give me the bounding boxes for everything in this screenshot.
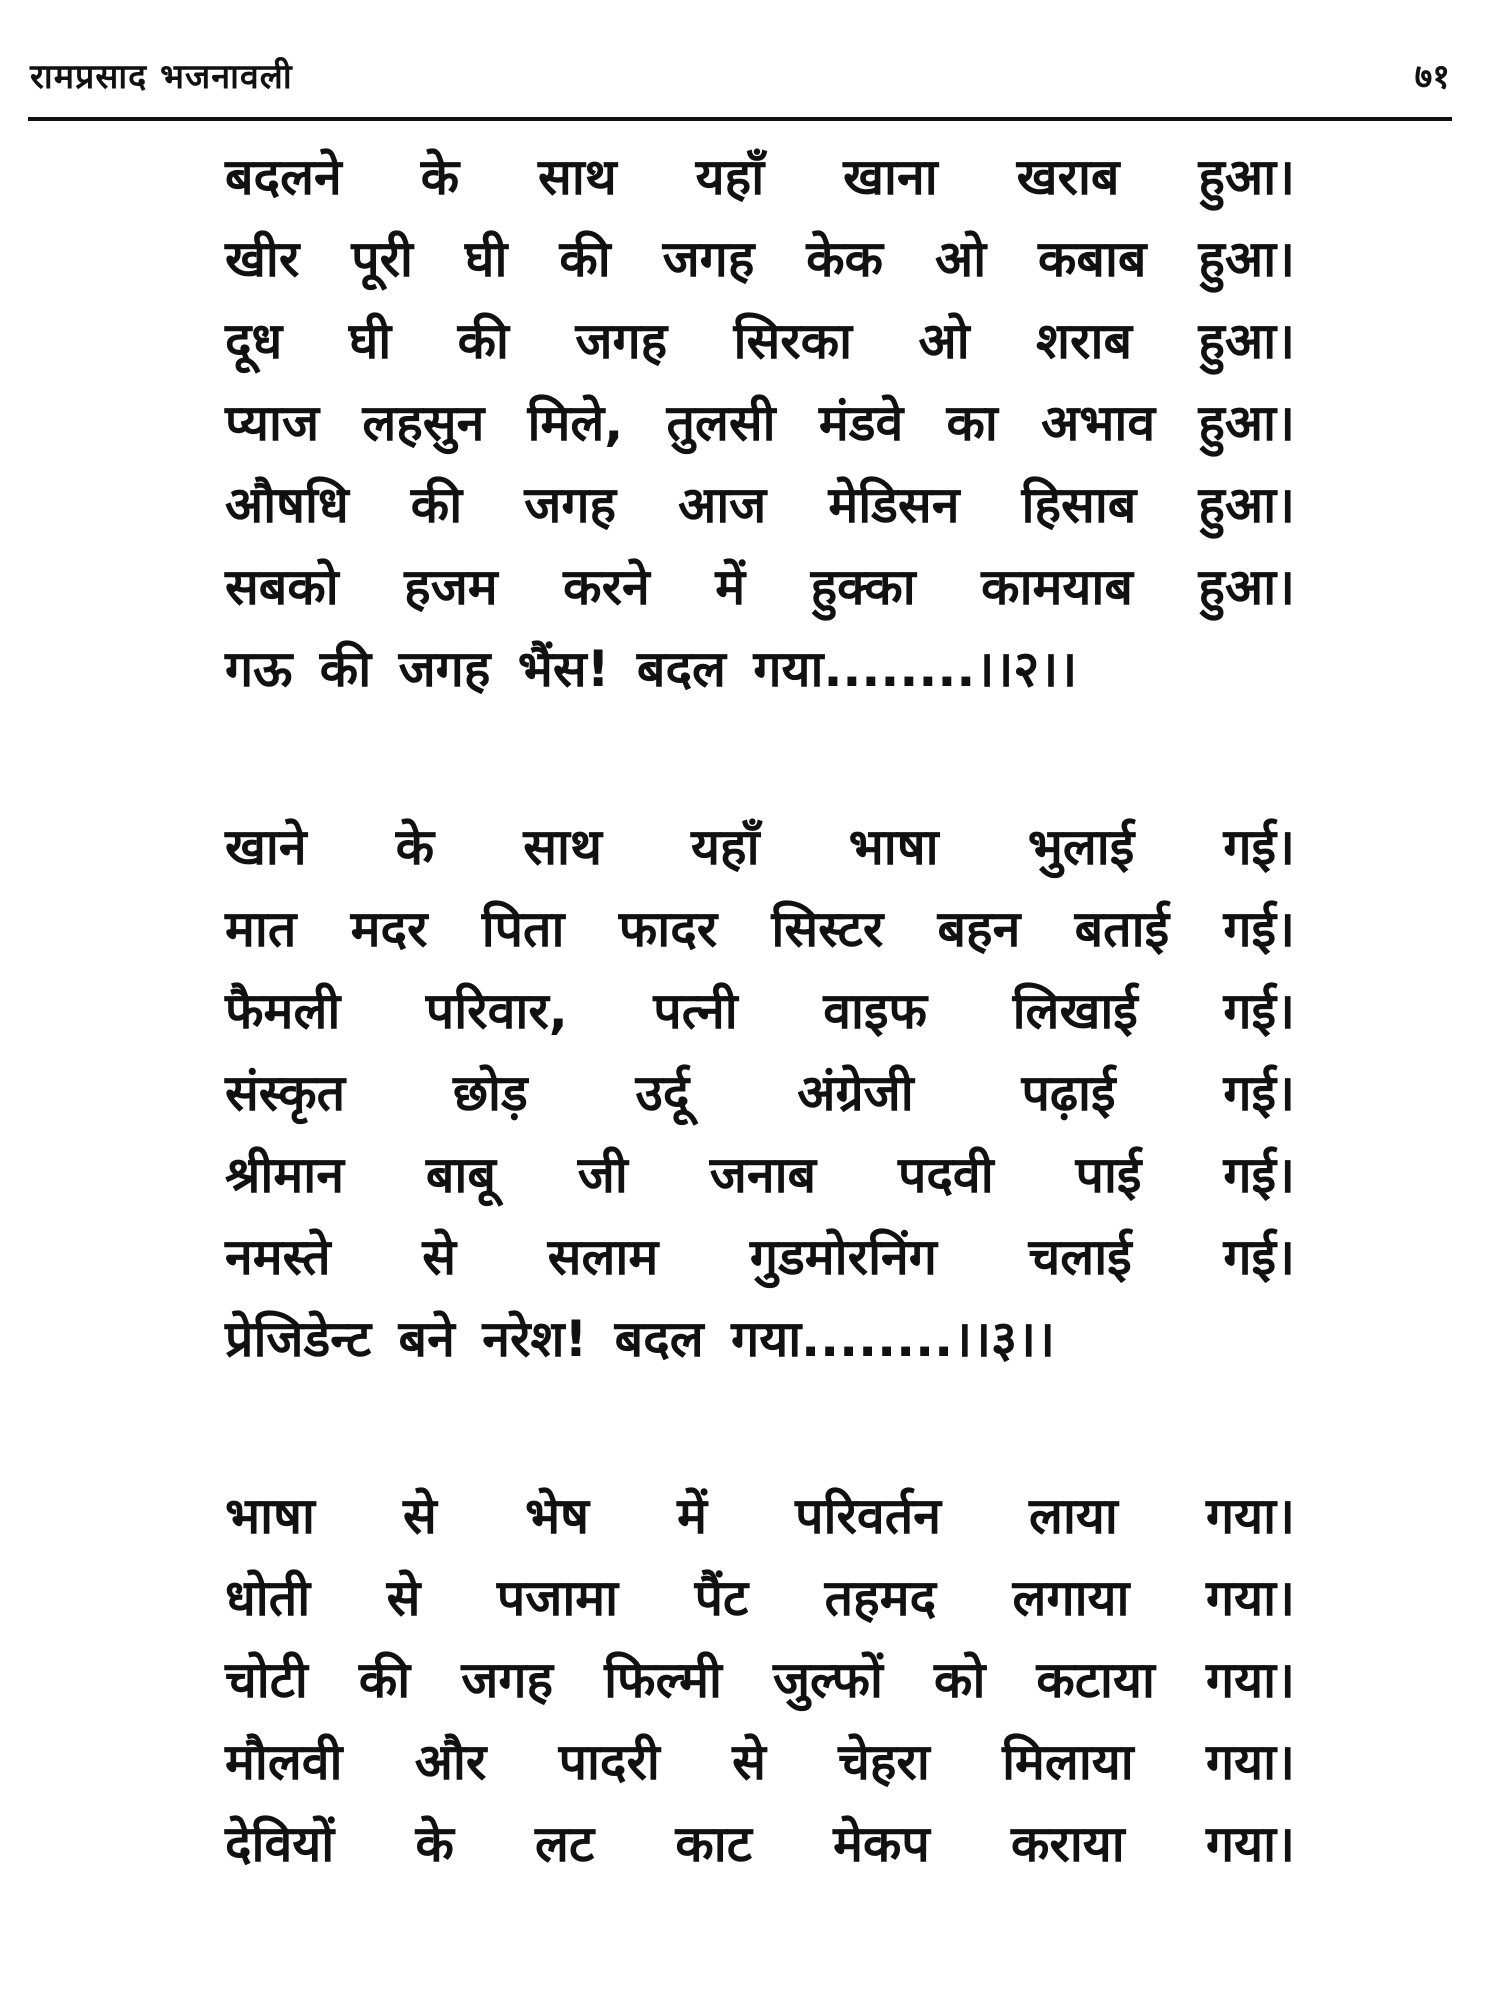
refrain-line: प्रेजिडेन्ट बने नरेश! बदल गया........।।३।। — [225, 1310, 1055, 1368]
verse-line: मात मदर पिता फादर सिस्टर बहन बताई गई। — [225, 900, 1295, 958]
verse-line: संस्कृत छोड़ उर्दू अंग्रेजी पढ़ाई गई। — [225, 1064, 1295, 1122]
running-title: रामप्रसाद भजनावली — [30, 57, 293, 97]
refrain-line: गऊ की जगह भैंस! बदल गया........।।२।। — [225, 640, 1078, 698]
verse-line: चोटी की जगह फिल्मी जुल्फों को कटाया गया। — [225, 1651, 1295, 1709]
verse-line: दूध घी की जगह सिरका ओ शराब हुआ। — [225, 312, 1295, 370]
verse-line: खीर पूरी घी की जगह केक ओ कबाब हुआ। — [225, 230, 1295, 288]
verse-line: धोती से पजामा पैंट तहमद लगाया गया। — [225, 1569, 1295, 1627]
verse-line: मौलवी और पादरी से चेहरा मिलाया गया। — [225, 1733, 1295, 1791]
verse-line: सबको हजम करने में हुक्का कामयाब हुआ। — [225, 558, 1295, 616]
verse-line: श्रीमान बाबू जी जनाब पदवी पाई गई। — [225, 1146, 1295, 1204]
verse-line: भाषा से भेष में परिवर्तन लाया गया। — [225, 1487, 1295, 1545]
verse-line: औषधि की जगह आज मेडिसन हिसाब हुआ। — [225, 476, 1295, 534]
verse-line: खाने के साथ यहाँ भाषा भुलाई गई। — [225, 818, 1295, 876]
verse-line: नमस्ते से सलाम गुडमोरनिंग चलाई गई। — [225, 1228, 1295, 1286]
stanza-2 — [225, 136, 1295, 710]
page-header — [30, 52, 1450, 112]
verse-line: फैमली परिवार, पत्नी वाइफ लिखाई गई। — [225, 982, 1295, 1040]
page-number: ७१ — [1414, 57, 1450, 97]
stanza-4 — [225, 1475, 1295, 1885]
verse-line: बदलने के साथ यहाँ खाना खराब हुआ। — [225, 148, 1295, 206]
stanza-3 — [225, 806, 1295, 1380]
verse-line: देवियों के लट काट मेकप कराया गया। — [225, 1815, 1295, 1873]
verse-line: प्याज लहसुन मिले, तुलसी मंडवे का अभाव हुआ। — [225, 394, 1295, 452]
header-divider — [28, 117, 1452, 121]
